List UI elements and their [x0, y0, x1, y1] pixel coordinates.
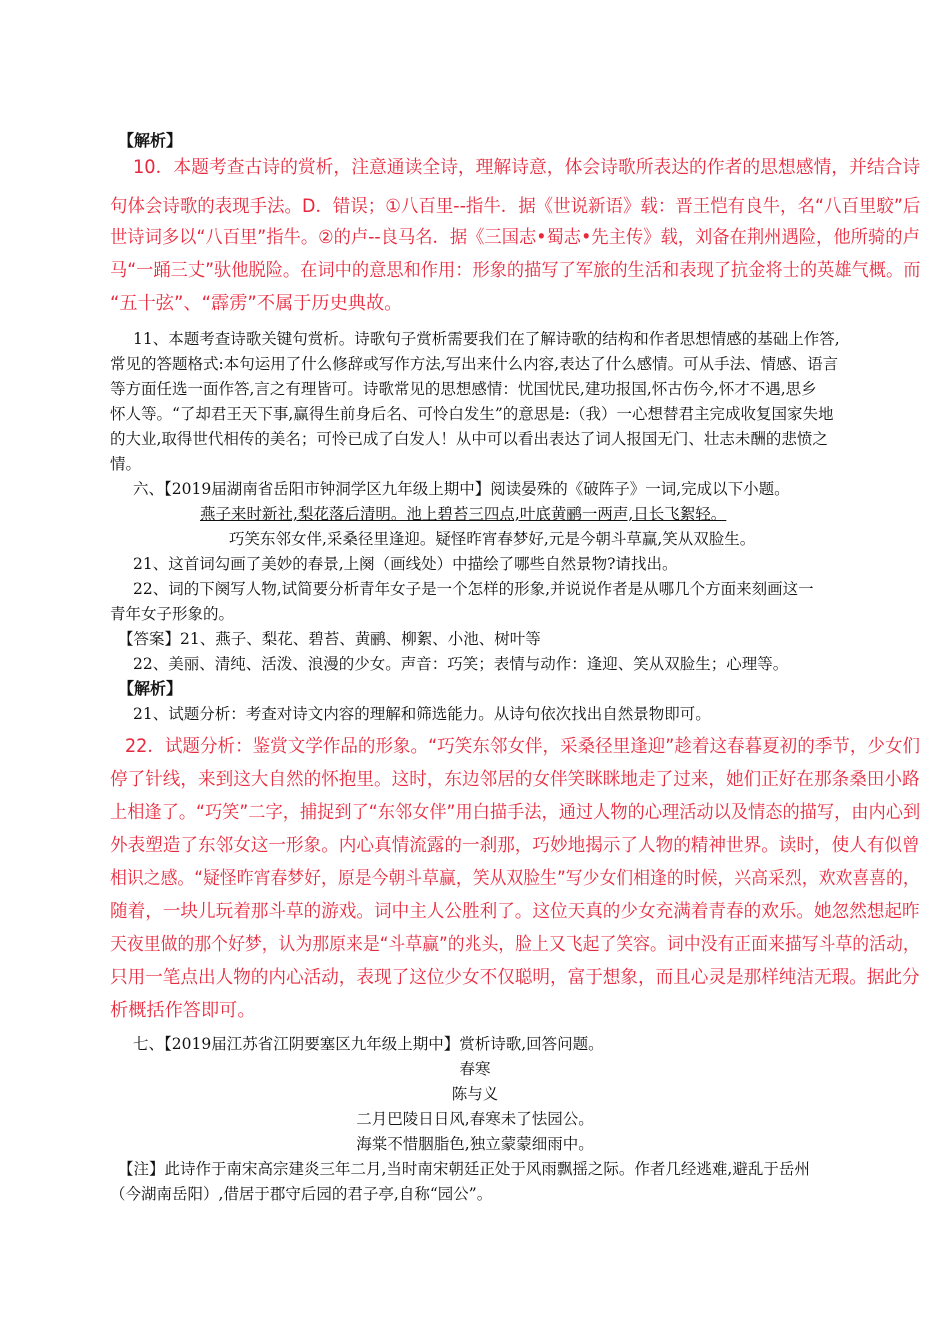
analysis-22-line: 只用一笔点出人物的内心活动，表现了这位少女不仅聪明，富于想象，而且心灵是那样纯洁无瑕。据此分	[110, 967, 920, 988]
analysis-22-line: 析概括作答即可。	[110, 1000, 256, 1021]
q11-line: 11、本题考查诗歌关键句赏析。诗歌句子赏析需要我们在了解诗歌的结构和作者思想情感的基础上作答,	[133, 330, 840, 348]
q11-line: 常见的答题格式:本句运用了什么修辞或写作方法,写出来什么内容,表达了什么感情。可从手法、情感、语言	[110, 355, 839, 373]
question-22-line-1: 22、词的下阕写人物,试简要分析青年女子是一个怎样的形象,并说说作者是从哪几个方面来刻画这一	[133, 580, 814, 598]
question-22-line-2: 青年女子形象的。	[110, 605, 235, 623]
section6-poem-line-1: 燕子来时新社,梨花落后清明。池上碧苔三四点,叶底黄鹂一两声,日长飞絮轻。	[200, 505, 727, 523]
section7-poem-line-1: 二月巴陵日日风,春寒未了怯园公。	[356, 1110, 594, 1128]
analysis-22-line: 停了针线，来到这大自然的怀抱里。这时，东边邻居的女伴笑眯眯地走了过来，她们正好在那条桑田小路	[110, 769, 920, 790]
analysis-22-line: 相识之感。“疑怪昨宵春梦好，原是今朝斗草赢，笑从双脸生”写少女们相逢的时候，兴高采烈，欢欢喜喜的，	[110, 868, 920, 889]
analysis-22-line: 上相逢了。“巧笑”二字，捕捉到了“东邻女伴”用白描手法，通过人物的心理活动以及情态的描写，由内心到	[110, 802, 921, 823]
analysis-21: 21、试题分析：考查对诗文内容的理解和筛选能力。从诗句依次找出自然景物即可。	[133, 705, 711, 723]
q10-line: 马“一踊三丈”驮他脱险。在词中的意思和作用：形象的描写了军旅的生活和表现了抗金将士的英雄气概。而	[110, 260, 921, 281]
analysis-22-line: 外表塑造了东邻女这一形象。内心真情流露的一刹那，巧妙地揭示了人物的精神世界。读时，使人有似曾	[110, 835, 920, 856]
analysis-22-line: 22．试题分析：鉴赏文学作品的形象。“巧笑东邻女伴，采桑径里逢迎”趁着这春暮夏初的季节，少女们	[125, 736, 921, 757]
q11-line: 等方面任选一面作答,言之有理皆可。诗歌常见的思想感情：忧国忧民,建功报国,怀古伤今,怀才不遇,思乡	[110, 380, 817, 398]
analysis-22-line: 天夜里做的那个好梦，认为那原来是“斗草赢”的兆头，脸上又飞起了笑容。词中没有正面来描写斗草的活动，	[110, 934, 920, 955]
q10-line: 世诗词多以“八百里”指牛。②的卢--良马名．据《三国志•蜀志•先主传》载，刘备在荆州遇险，他所骑的卢	[110, 227, 920, 248]
analysis-heading-1: 【解析】	[118, 131, 183, 150]
q10-line: 10．本题考查古诗的赏析，注意通读全诗，理解诗意，体会诗歌所表达的作者的思想感情，并结合诗	[133, 157, 921, 178]
analysis-heading-2: 【解析】	[118, 679, 183, 698]
section7-poem-line-2: 海棠不惜胭脂色,独立蒙蒙细雨中。	[356, 1135, 594, 1153]
q11-line: 怀人等。“了却君王天下事,赢得生前身后名、可怜白发生”的意思是:（我）一心想替君主完成收复国家失地	[110, 405, 834, 423]
section6-intro: 六、【2019届湖南省岳阳市钟洞学区九年级上期中】阅读晏殊的《破阵子》一词,完成以下小题。	[133, 480, 790, 498]
question-21: 21、这首词勾画了美妙的春景,上阕（画线处）中描绘了哪些自然景物?请找出。	[133, 555, 678, 573]
section6-poem-line-2: 巧笑东邻女伴,采桑径里逢迎。疑怪昨宵春梦好,元是今朝斗草赢,笑从双脸生。	[229, 530, 756, 548]
section7-intro: 七、【2019届江苏省江阴要塞区九年级上期中】赏析诗歌,回答问题。	[133, 1035, 604, 1053]
q10-line: 句体会诗歌的表现手法。D．错误；①八百里--指牛．据《世说新语》载：晋王恺有良牛，名“八百里駮”后	[110, 196, 921, 217]
note-line-1: 【注】此诗作于南宋高宗建炎三年二月,当时南宋朝廷正处于风雨飘摇之际。作者几经逃难,避乱于岳州	[118, 1160, 810, 1178]
poem-author: 陈与义	[451, 1085, 499, 1103]
q11-line: 的大业,取得世代相传的美名；可怜已成了白发人！从中可以看出表达了词人报国无门、壮志未酬的悲愤之	[110, 430, 828, 448]
note-line-2: （今湖南岳阳）,借居于郡守后园的君子亭,自称“园公”。	[110, 1185, 493, 1203]
poem-title: 春寒	[459, 1060, 491, 1078]
q11-line: 情。	[110, 455, 142, 473]
answer-21: 【答案】21、燕子、梨花、碧苔、黄鹂、柳絮、小池、树叶等	[118, 630, 541, 648]
answer-22: 22、美丽、清纯、活泼、浪漫的少女。声音：巧笑；表情与动作：逢迎、笑从双脸生；心理等。	[133, 655, 789, 673]
analysis-22-line: 随着，一块儿玩着那斗草的游戏。词中主人公胜利了。这位天真的少女充满着青春的欢乐。她忽然想起昨	[110, 901, 920, 922]
q10-line: “五十弦”、“霹雳”不属于历史典故。	[110, 293, 403, 314]
